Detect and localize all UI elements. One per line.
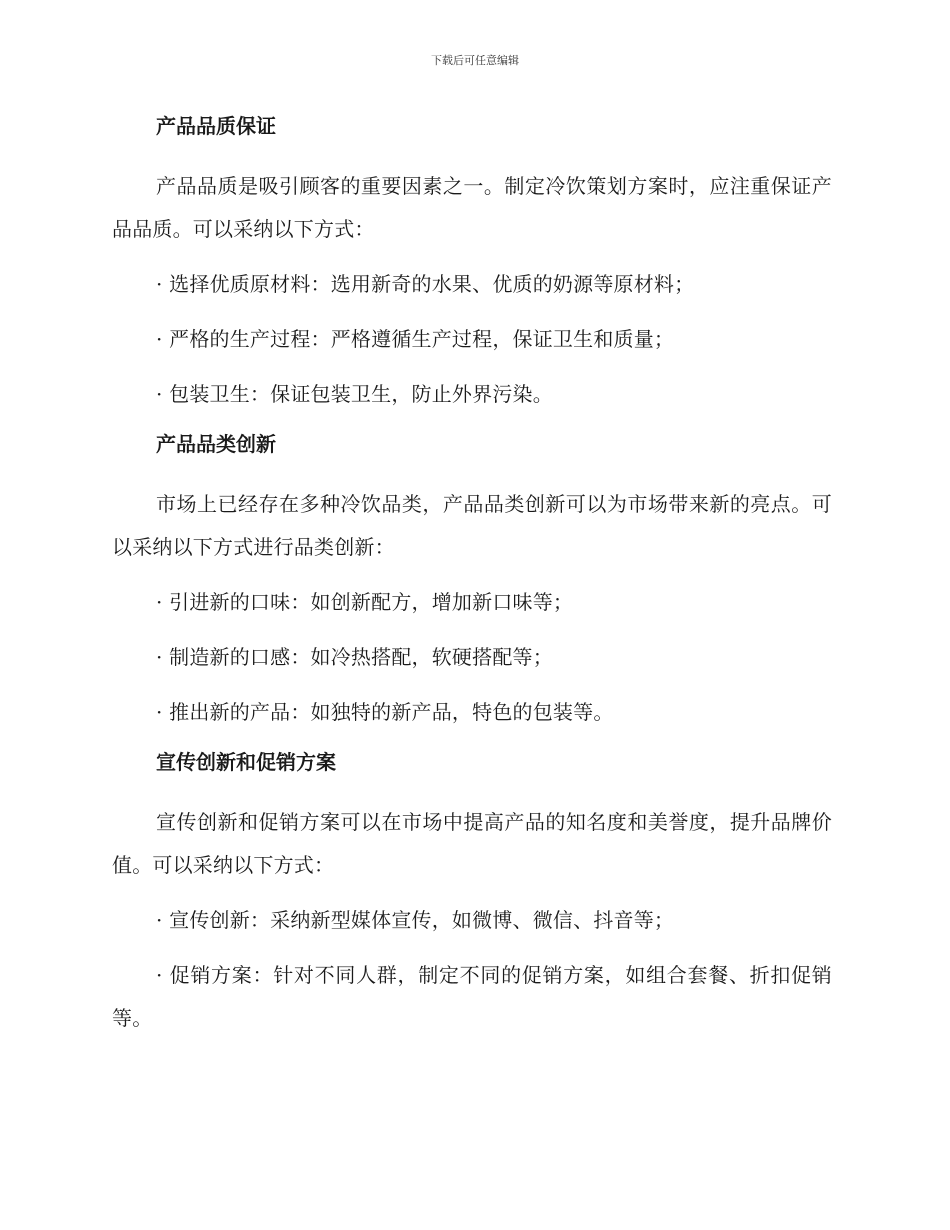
section-promotion bbox=[112, 746, 832, 1040]
section-heading: 宣传创新和促销方案 bbox=[156, 750, 336, 774]
bullet-item: · 宣传创新：采纳新型媒体宣传，如微博、微信、抖音等； bbox=[156, 908, 675, 932]
document-body bbox=[112, 110, 832, 1052]
section-quality bbox=[112, 110, 832, 416]
section-intro: 产品品质是吸引顾客的重要因素之一。制定冷饮策划方案时，应注重保证产品品质。可以采纳以下方式： bbox=[112, 174, 832, 241]
page-header: 下载后可任意编辑 bbox=[431, 54, 519, 67]
bullet-item: · 引进新的口味：如创新配方，增加新口味等； bbox=[156, 590, 574, 614]
section-intro: 宣传创新和促销方案可以在市场中提高产品的知名度和美誉度，提升品牌价值。可以采纳以下方式： bbox=[112, 810, 832, 877]
section-intro: 市场上已经存在多种冷饮品类，产品品类创新可以为市场带来新的亮点。可以采纳以下方式进行品类创新： bbox=[112, 492, 832, 559]
bullet-item: · 促销方案：针对不同人群，制定不同的促销方案，如组合套餐、折扣促销等。 bbox=[112, 963, 832, 1030]
bullet-item: · 包装卫生：保证包装卫生，防止外界污染。 bbox=[156, 382, 553, 406]
bullet-item: · 推出新的产品：如独特的新产品，特色的包装等。 bbox=[156, 700, 614, 724]
section-category-innovation bbox=[112, 428, 832, 734]
section-heading: 产品品质保证 bbox=[156, 114, 276, 138]
bullet-item: · 严格的生产过程：严格遵循生产过程，保证卫生和质量； bbox=[156, 327, 675, 351]
bullet-item: · 制造新的口感：如冷热搭配，软硬搭配等； bbox=[156, 645, 553, 669]
bullet-item: · 选择优质原材料：选用新奇的水果、优质的奶源等原材料； bbox=[156, 272, 695, 296]
section-heading: 产品品类创新 bbox=[156, 432, 276, 456]
